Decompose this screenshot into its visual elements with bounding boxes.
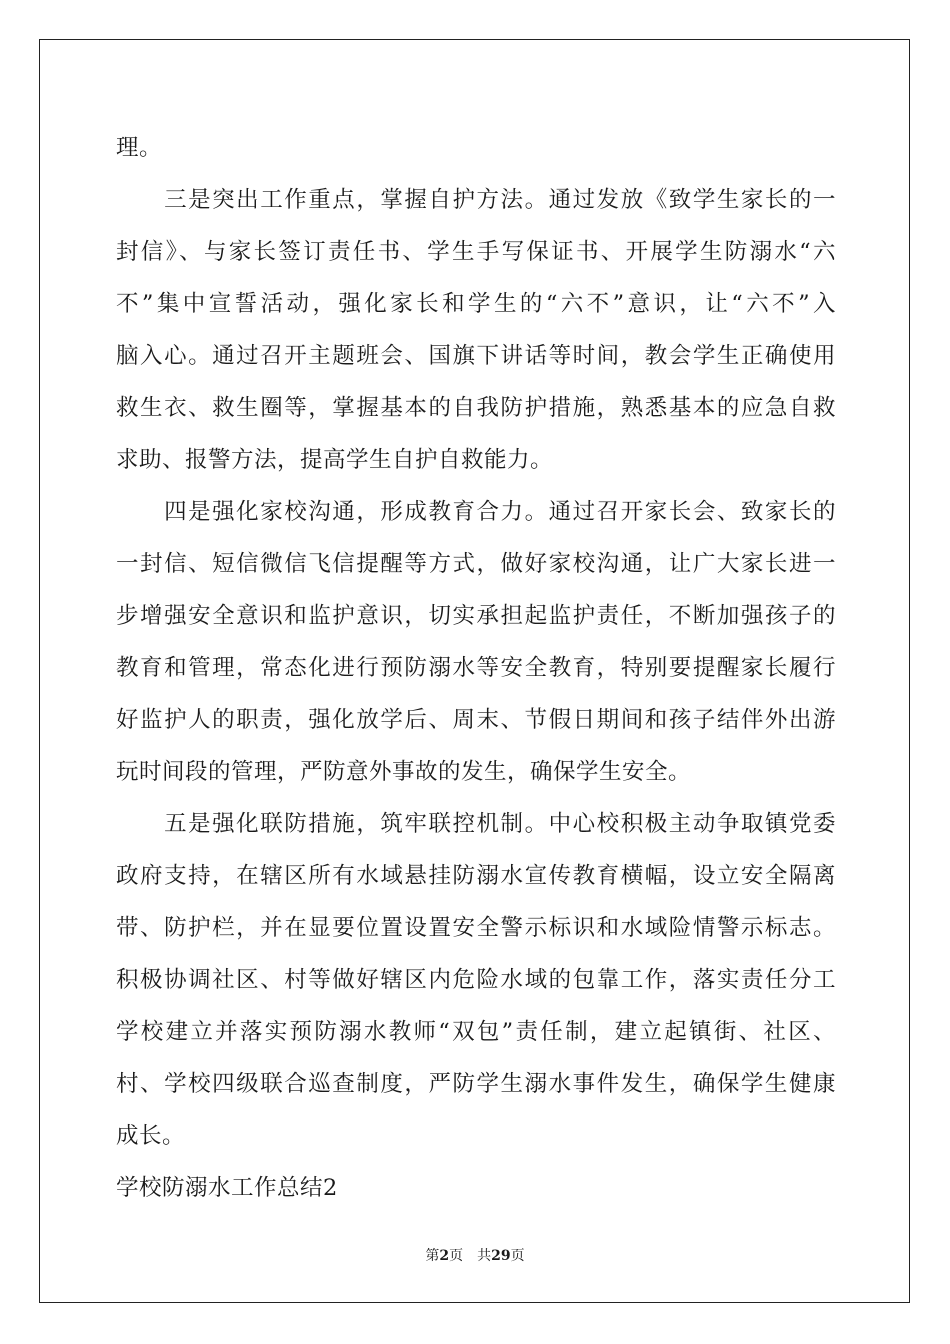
text-line: 三是突出工作重点，掌握自护方法。通过发放《致学生家长的一: [116, 187, 836, 213]
text-line: 不”集中宣誓活动，强化家长和学生的“六不”意识，让“六不”入: [116, 291, 836, 317]
text-line: 理。: [116, 135, 163, 161]
text-line: 政府支持，在辖区所有水域悬挂防溺水宣传教育横幅，设立安全隔离: [116, 863, 836, 889]
text-line: 学校建立并落实预防溺水教师“双包”责任制，建立起镇街、社区、: [116, 1019, 836, 1045]
text-line: 村、学校四级联合巡查制度，严防学生溺水事件发生，确保学生健康: [116, 1071, 836, 1097]
total-label-suffix: 页: [510, 1248, 525, 1264]
text-line: 脑入心。通过召开主题班会、国旗下讲话等时间，教会学生正确使用: [116, 343, 836, 369]
text-line: 好监护人的职责，强化放学后、周末、节假日期间和孩子结伴外出游: [116, 707, 836, 733]
total-pages-number: 29: [491, 1248, 511, 1264]
text-line: 带、防护栏，并在显要位置设置安全警示标识和水域险情警示标志。: [116, 915, 836, 941]
text-line: 四是强化家校沟通，形成教育合力。通过召开家长会、致家长的: [116, 499, 836, 525]
total-label-prefix: 共: [477, 1248, 492, 1264]
section-heading: 学校防溺水工作总结2: [116, 1175, 338, 1201]
text-line: 救生衣、救生圈等，掌握基本的自我防护措施，熟悉基本的应急自救: [116, 395, 836, 421]
text-line: 教育和管理，常态化进行预防溺水等安全教育，特别要提醒家长履行: [116, 655, 836, 681]
text-line: 成长。: [116, 1123, 186, 1149]
text-line: 玩时间段的管理，严防意外事故的发生，确保学生安全。: [116, 759, 692, 785]
text-line: 步增强安全意识和监护意识，切实承担起监护责任，不断加强孩子的: [116, 603, 836, 629]
page-footer: [0, 1246, 950, 1266]
page-label-suffix: 页: [449, 1248, 464, 1264]
text-line: 求助、报警方法，提高学生自护自救能力。: [116, 447, 554, 473]
text-line: 五是强化联防措施，筑牢联控机制。中心校积极主动争取镇党委: [116, 811, 836, 837]
text-line: 积极协调社区、村等做好辖区内危险水域的包靠工作，落实责任分工: [116, 967, 836, 993]
text-line: 一封信、短信微信飞信提醒等方式，做好家校沟通，让广大家长进一: [116, 551, 836, 577]
page-label-prefix: 第: [425, 1248, 440, 1264]
text-line: 封信》、与家长签订责任书、学生手写保证书、开展学生防溺水“六: [116, 239, 836, 265]
current-page-number: 2: [439, 1248, 450, 1264]
